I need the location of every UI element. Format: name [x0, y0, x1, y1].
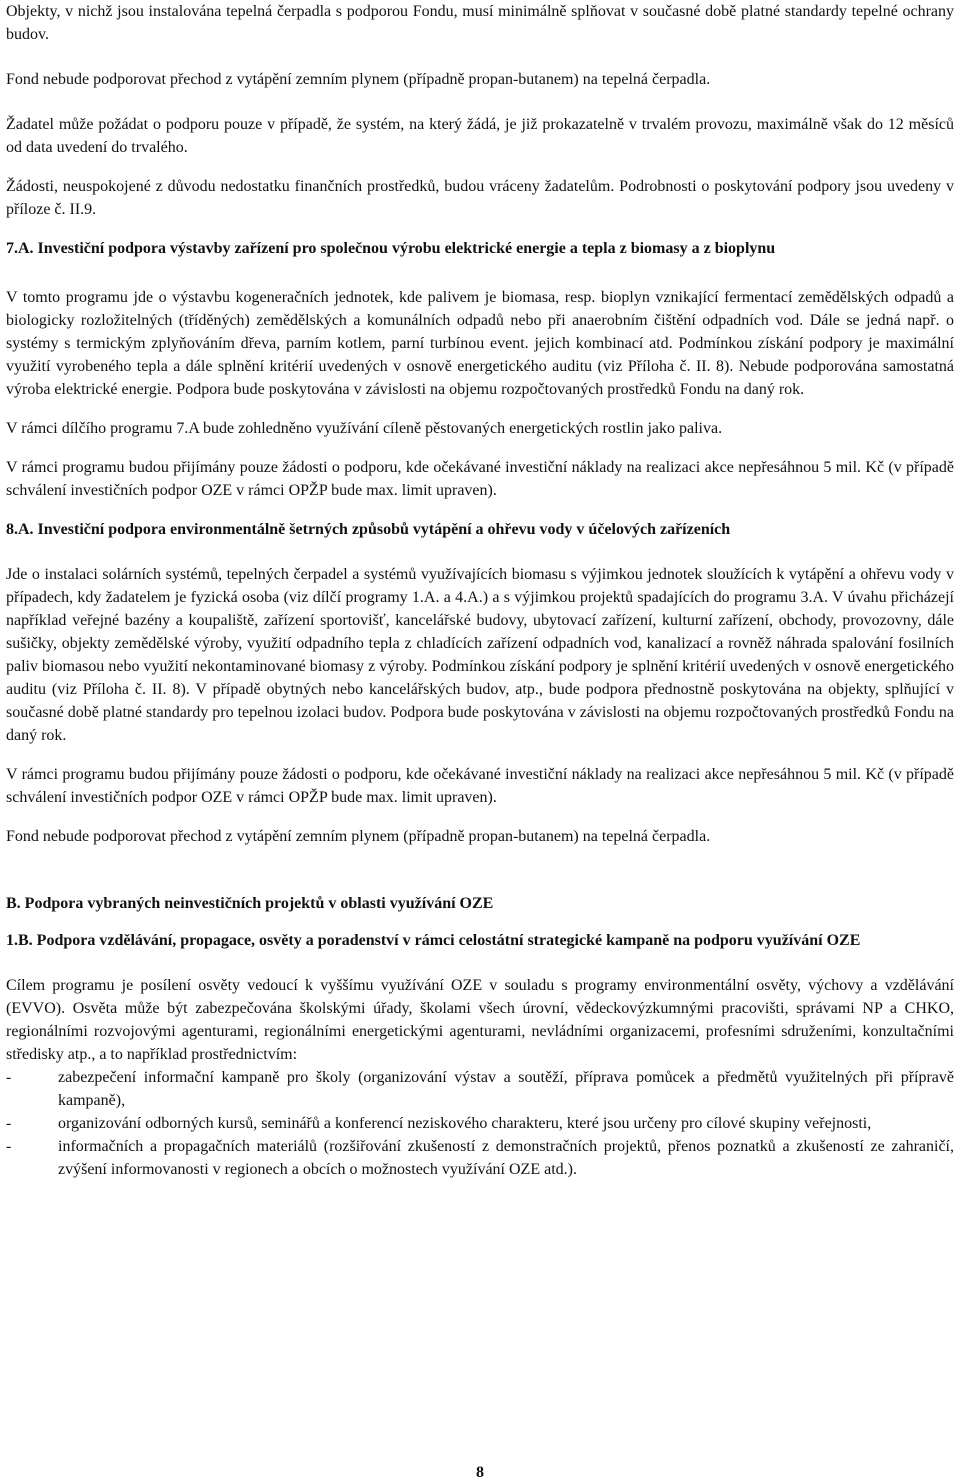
section-8a-paragraph-3: Fond nebude podporovat přechod z vytápění zemním plynem (případně propan-butanem) na tepelná čerpadla.	[6, 828, 711, 845]
section-7a-paragraph-1: V tomto programu jde o výstavbu kogeneračních jednotek, kde palivem je biomasa, resp. bioplyn vznikající fermentací zemědělských odpadů a biologicky rozložitelných (tříděných) zemědělských a komunálních odpadů nebo při anaerobním čištění odpadních vod. Dále se jedná např. o systémy s termickým zplyňováním dřeva, parním kotlem, parní turbínou event. jejich kombinací atd. Podmínkou získání podpory je maximální využití vyrobeného tepla a dále splnění kritérií uvedených v osnově energetického auditu (viz Příloha č. II. 8). Nebude podporována samostatná výroba elektrické energie. Podpora bude poskytována v závislosti na objemu rozpočtovaných prostředků Fondu na daný rok.	[6, 289, 954, 398]
section-7a-paragraph-3: V rámci programu budou přijímány pouze žádosti o podporu, kde očekávané investiční náklady na realizaci akce nepřesáhnou 5 mil. Kč (v případě schválení investičních podpor OZE v rámci OPŽP bude max. limit upraven).	[6, 459, 954, 499]
paragraph-rejected-applications: Žádosti, neuspokojené z důvodu nedostatku finančních prostředků, budou vráceny žadatelům. Podrobnosti o poskytování podpory jsou uvedeny v příloze č. II.9.	[6, 178, 954, 218]
list-item-text: informačních a propagačních materiálů (rozšiřování zkušeností z demonstračních projektů, přenos poznatků a zkušeností ze zahraničí, zvýšení informovanosti v regionech a obcích o možnostech využívání OZE atd.).	[58, 1138, 954, 1178]
paragraph-gas-transition: Fond nebude podporovat přechod z vytápění zemním plynem (případně propan-butanem) na tepelná čerpadla.	[6, 71, 711, 88]
dash-bullet: -	[6, 1069, 12, 1086]
list-item	[6, 1112, 954, 1135]
dash-bullet: -	[6, 1138, 12, 1155]
section-1b-heading: 1.B. Podpora vzdělávání, propagace, osvěty a poradenství v rámci celostátní strategické kampaně na podporu využívání OZE	[6, 932, 861, 949]
dash-bullet: -	[6, 1115, 12, 1132]
list-item	[6, 1066, 954, 1112]
section-7a-paragraph-2: V rámci dílčího programu 7.A bude zohledněno využívání cíleně pěstovaných energetických rostlin jako paliva.	[6, 420, 723, 437]
list-item	[6, 1135, 954, 1181]
section-8a-paragraph-2: V rámci programu budou přijímány pouze žádosti o podporu, kde očekávané investiční náklady na realizaci akce nepřesáhnou 5 mil. Kč (v případě schválení investičních podpor OZE v rámci OPŽP bude max. limit upraven).	[6, 766, 954, 806]
list-item-text: zabezpečení informační kampaně pro školy (organizování výstav a soutěží, příprava pomůcek a předmětů využitelných při přípravě kampaně),	[58, 1069, 954, 1109]
section-8a-heading: 8.A. Investiční podpora environmentálně šetrných způsobů vytápění a ohřevu vody v účelových zařízeních	[6, 521, 731, 538]
section-7a-heading: 7.A. Investiční podpora výstavby zařízení pro společnou výrobu elektrické energie a tepla z biomasy a z bioplynu	[6, 240, 776, 257]
section-1b-bullet-list	[6, 1066, 954, 1181]
section-8a-paragraph-1: Jde o instalaci solárních systémů, tepelných čerpadel a systémů využívajících biomasu s výjimkou jednotek sloužících k vytápění a ohřevu vody v případech, kdy žadatelem je fyzická osoba (viz dílčí programy 1.A. a 4.A.) a s výjimkou projektů spadajících do programu 3.A. V úvahu přicházejí například veřejné bazény a koupaliště, zařízení sportovišť, kancelářské budovy, ubytovací zařízení, kulturní zařízení, obchody, provozovny, dále sušičky, objekty zemědělské výroby, využití odpadního tepla z chladících zařízení odpadních vod, kanalizací a rovněž náhrada spalování fosilních paliv biomasou nebo využití nekontaminované biomasy z výroby. Podmínkou získání podpory je splnění kritérií uvedených v osnově energetického auditu (viz Příloha č. II. 8). V případě obytných nebo kancelářských budov, atp., bude podpora přednostně poskytována na objekty, splňující v současné době platné standardy pro tepelnou izolaci budov. Podpora bude poskytována v závislosti na objemu rozpočtovaných prostředků Fondu na daný rok.	[6, 566, 954, 744]
list-item-text: organizování odborných kursů, seminářů a konferencí neziskového charakteru, které jsou určeny pro cílové skupiny veřejnosti,	[58, 1115, 872, 1132]
paragraph-applicant-operation: Žadatel může požádat o podporu pouze v případě, že systém, na který žádá, je již prokazatelně v trvalém provozu, maximálně však do 12 měsíců od data uvedení do trvalého.	[6, 116, 954, 156]
section-1b-paragraph-1: Cílem programu je posílení osvěty vedoucí k vyššímu využívání OZE v souladu s programy environmentální osvěty, výchovy a vzdělávání (EVVO). Osvěta může být zabezpečována školskými úřady, školami všech úrovní, vědeckovýzkumnými pracovišti, správami NP a CHKO, regionálními rozvojovými agenturami, regionálními energetickými agenturami, nevládními organizacemi, profesními sdruženími, konzultačními středisky atp., a to například prostřednictvím:	[6, 977, 954, 1063]
paragraph-heat-pump-standards: Objekty, v nichž jsou instalována tepelná čerpadla s podporou Fondu, musí minimálně splňovat v současné době platné standardy tepelné ochrany budov.	[6, 3, 954, 43]
page-number: 8	[476, 1464, 484, 1481]
document-page	[6, 0, 954, 1181]
section-b-heading: B. Podpora vybraných neinvestičních projektů v oblasti využívání OZE	[6, 895, 494, 912]
